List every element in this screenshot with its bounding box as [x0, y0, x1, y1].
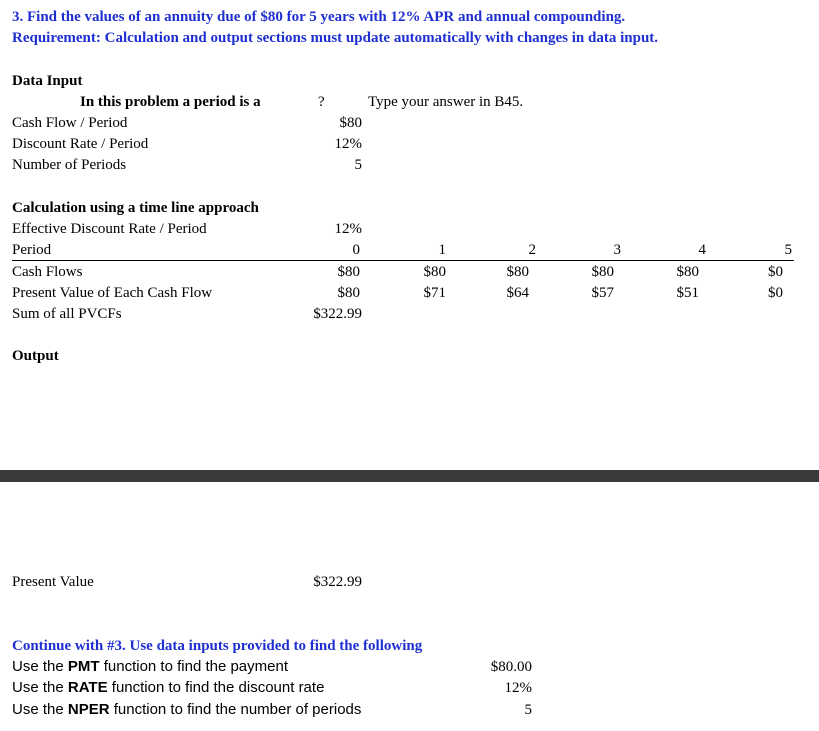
period-cell: 1 [438, 242, 446, 258]
pv-each-label: Present Value of Each Cash Flow [12, 285, 213, 301]
cash-flow-cell: $80 [506, 264, 529, 280]
continue-heading: Continue with #3. Use data inputs provided to find the following [12, 638, 423, 654]
instruction-prefix: Use the [12, 701, 68, 718]
number-of-periods-label: Number of Periods [12, 157, 127, 173]
pv-cell: $51 [676, 285, 699, 301]
present-value-value: $322.99 [313, 574, 362, 590]
period-cell: 0 [352, 242, 360, 258]
pmt-answer[interactable]: $80.00 [490, 659, 532, 675]
period-cell: 4 [698, 242, 706, 258]
discount-rate-label: Discount Rate / Period [12, 136, 149, 152]
period-divider [12, 260, 794, 261]
period-row-label: Period [12, 242, 52, 258]
effective-rate-label: Effective Discount Rate / Period [12, 221, 207, 237]
calculation-heading: Calculation using a time line approach [12, 200, 259, 216]
period-cell: 2 [528, 242, 536, 258]
sum-pvcf-label: Sum of all PVCFs [12, 306, 122, 322]
period-type-value[interactable]: ? [318, 94, 325, 110]
function-name: NPER [67, 701, 110, 718]
cash-flow-value[interactable]: $80 [339, 115, 362, 131]
cash-flow-cell: $80 [591, 264, 614, 280]
function-name: PMT [67, 658, 100, 675]
output-heading: Output [12, 348, 59, 364]
nper-answer[interactable]: 5 [524, 702, 532, 718]
cash-flow-cell: $0 [768, 264, 783, 280]
instruction-suffix: function to find the number of periods [109, 701, 362, 718]
function-name: RATE [67, 679, 108, 696]
instruction-prefix: Use the [12, 658, 68, 675]
cash-flow-cell: $80 [676, 264, 699, 280]
rate-instruction [12, 679, 324, 697]
problem-title: 3. Find the values of an annuity due of $80 for 5 years with 12% APR and annual compounding. [12, 9, 626, 25]
pv-cell: $64 [506, 285, 529, 301]
instruction-suffix: function to find the discount rate [107, 679, 325, 696]
present-value-label: Present Value [12, 574, 94, 590]
data-input-heading: Data Input [12, 73, 83, 89]
period-type-note: Type your answer in B45. [368, 94, 524, 110]
discount-rate-value[interactable]: 12% [334, 136, 362, 152]
period-row [0, 241, 819, 259]
number-of-periods-value[interactable]: 5 [354, 157, 362, 173]
cash-flow-cell: $80 [423, 264, 446, 280]
period-type-label: In this problem a period is a [80, 94, 261, 110]
pv-cell: $71 [423, 285, 446, 301]
pv-cell: $57 [591, 285, 614, 301]
effective-rate-value: 12% [334, 221, 362, 237]
pv-cell: $80 [337, 285, 360, 301]
pv-each-row [0, 284, 819, 302]
period-cell: 5 [784, 242, 792, 258]
cash-flow-cell: $80 [337, 264, 360, 280]
instruction-prefix: Use the [12, 679, 68, 696]
pmt-instruction [12, 658, 288, 676]
section-divider-bar [0, 470, 819, 482]
period-cell: 3 [613, 242, 621, 258]
cash-flows-row [0, 263, 819, 281]
rate-answer[interactable]: 12% [504, 680, 532, 696]
nper-instruction [12, 701, 361, 719]
instruction-suffix: function to find the payment [99, 658, 288, 675]
cash-flows-label: Cash Flows [12, 264, 83, 280]
sum-pvcf-value: $322.99 [313, 306, 362, 322]
problem-requirement: Requirement: Calculation and output sections must update automatically with changes in data input. [12, 30, 659, 46]
cash-flow-label: Cash Flow / Period [12, 115, 128, 131]
pv-cell: $0 [768, 285, 783, 301]
